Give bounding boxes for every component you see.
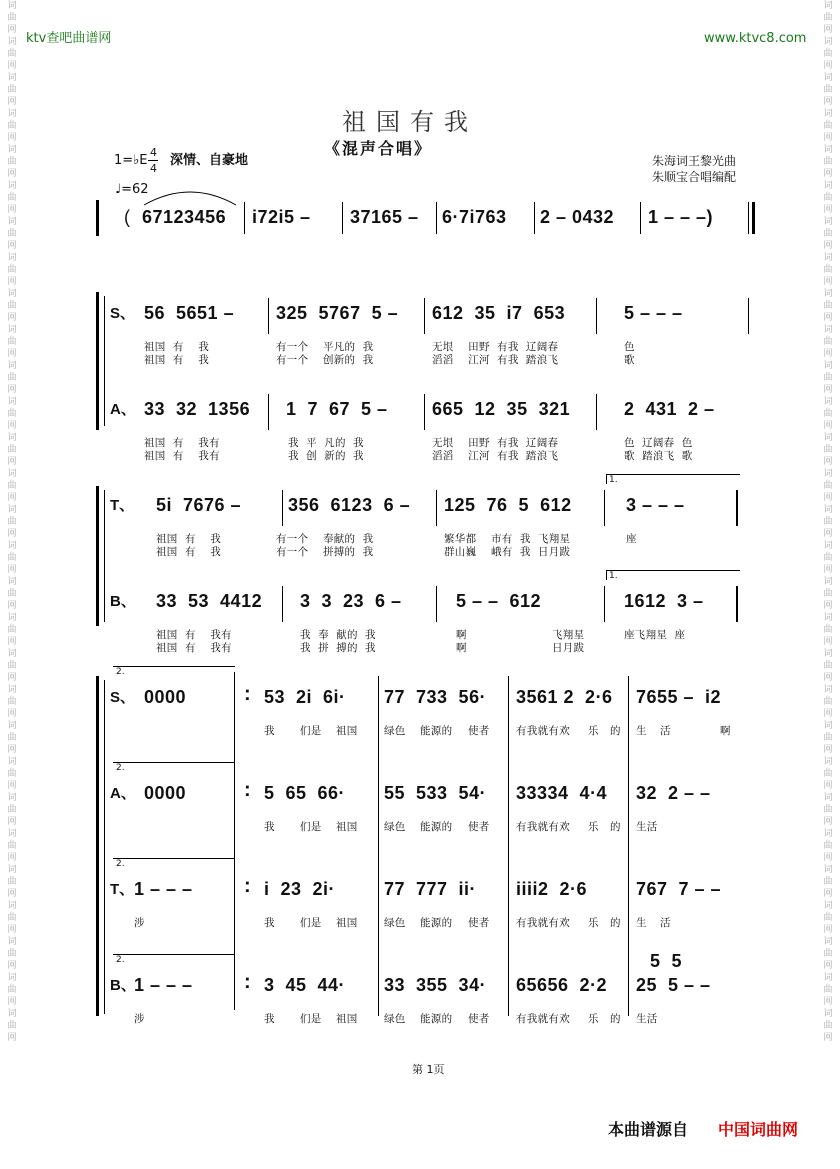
s1-measure-2: 325 5767 5 – [276,303,399,323]
a3-measure-2: 55 533 54· [384,783,487,803]
b3-measure-3: 65656 2·2 [516,975,608,995]
t3-measure-1: i 23 2i· [264,879,336,899]
barline [268,394,269,430]
t3-lyr: 有我就有欢 [516,917,570,929]
s3-measure-3: 3561 2 2·6 [516,687,613,707]
s1-measure-1: 56 5651 – [144,303,235,323]
b3-held: 1 – – – [134,975,193,995]
t3-lyr: 使者 [468,917,490,929]
system2-line [104,490,105,622]
a1-lyric1-m2: 我 平 凡的 我 [288,437,364,449]
t3-lyr: 能源的 [420,917,453,929]
b3-lyr: 的 [610,1013,621,1025]
system2-bracket [96,486,99,626]
s3-lyr: 祖国 [336,725,358,737]
barline [268,298,269,334]
t3-measure-4: 767 7 – – [636,879,722,899]
a1-lyric2-m3: 滔滔 江河 有我 踏浪飞 [432,450,559,462]
s3-lyr: 生 [636,725,647,737]
b2-lyric2-m3b: 日月跋 [552,642,585,654]
barline [604,586,605,622]
part-label-tenor: T、 [110,497,135,514]
s3-lyr: 啊 [720,725,731,737]
s3-lyr: 活 [660,725,671,737]
intro-measure-5: 2 – 0432 [540,207,615,227]
b2-lyric1-m3b: 飞翔星 [552,629,585,641]
meter-bottom: 4 [150,162,157,175]
repeat-barline [736,586,738,622]
t3-lyr: 涉 [134,917,145,929]
t3-lyr: 生 [636,917,647,929]
system3-divider [234,672,235,1010]
repeat-barline-thin [748,202,749,234]
page-number: 第 1页 [412,1063,445,1076]
source-label: 本曲谱源自 [608,1120,689,1139]
right-watermark-strip: 词曲网词曲网词曲网词曲网词曲网词曲网词曲网词曲网词曲网词曲网词曲网词曲网词曲网词曲网词曲网词曲网词曲网词曲网词曲网词曲网词曲网词曲网词曲网词曲网词曲网词曲网词曲网词曲网词曲网 [823,1,833,1043]
s1-lyric2-m4: 歌 [624,354,635,366]
intro-measure-4: 6·7i763 [442,207,507,227]
part-label-soprano: S、 [110,305,136,322]
volta-2-a: 2. [116,763,125,773]
s3-measure-1: 53 2i 6i· [264,687,346,707]
b3-measure-2: 33 355 34· [384,975,487,995]
repeat-dots: : [244,683,252,705]
a1-measure-4: 2 431 2 – [624,399,715,419]
volta-2-s: 2. [116,667,125,677]
t3-lyr: 我 [264,917,275,929]
volta-2-line [113,762,235,763]
barline [508,676,509,1016]
repeat-dots: : [244,875,252,897]
a3-lyr: 生活 [636,821,658,833]
b3-lyr: 绿色 [384,1013,406,1025]
b2-lyric2-m3: 啊 [456,642,467,654]
s3-lyr: 能源的 [420,725,453,737]
s3-measure-4: 7655 – i2 [636,687,722,707]
t2-measure-4: 3 – – – [626,495,685,515]
barline [342,202,343,234]
a3-lyr: 使者 [468,821,490,833]
b2-lyric1-m4: 座飞翔星 座 [624,629,686,641]
b3-lyr: 们是 [300,1013,322,1025]
b2-measure-4: 1612 3 – [624,591,704,611]
t3-lyr: 绿色 [384,917,406,929]
b2-measure-3: 5 – – 612 [456,591,542,611]
part-label-soprano-3: S、 [110,689,136,706]
expression-mark: 深情、自豪地 [170,153,249,168]
b3-measure-4: 25 5 – – [636,975,711,995]
barline [282,586,283,622]
t2-measure-3: 125 76 5 612 [444,495,572,515]
t2-measure-1: 5i 7676 – [156,495,242,515]
system1-line [104,296,105,426]
barline [424,298,425,334]
b3-measure-1: 3 45 44· [264,975,346,995]
b2-measure-2: 3 3 23 6 – [300,591,402,611]
t2-lyric2-m3: 群山巍 峨有 我 日月跋 [444,546,571,558]
s1-lyric1-m4: 色 [624,341,635,353]
barline [640,202,641,234]
a3-lyr: 绿色 [384,821,406,833]
t3-lyr: 乐 [588,917,599,929]
barline [534,202,535,234]
barline [378,676,379,1016]
a1-lyric1-m3: 无垠 田野 有我 辽阔春 [432,437,559,449]
barline [628,676,629,1016]
t2-lyric1-m1: 祖国 有 我 [156,533,222,545]
s3-lyr: 我 [264,725,275,737]
b2-measure-1: 33 53 4412 [156,591,263,611]
part-label-bass-3: B、 [110,977,136,994]
b3-lyr: 使者 [468,1013,490,1025]
a1-lyric2-m4: 歌 踏浪飞 歌 [624,450,693,462]
s1-lyric2-m2: 有一个 创新的 我 [276,354,374,366]
barline [596,394,597,430]
b3-lyr: 涉 [134,1013,145,1025]
part-label-bass: B、 [110,593,136,610]
a1-measure-2: 1 7 67 5 – [286,399,388,419]
b3-lyr: 有我就有欢 [516,1013,570,1025]
barline [436,490,437,526]
barline [748,298,749,334]
t3-held: 1 – – – [134,879,193,899]
s3-measure-2: 77 733 56· [384,687,487,707]
b3-upper-notes: 5 5 [650,951,683,971]
repeat-barline [736,490,738,526]
credit-composer: 朱海词王黎光曲 [652,154,737,168]
volta-1-label-bass: 1. [609,571,618,581]
barline [282,490,283,526]
credit-arranger: 朱顺宝合唱编配 [652,170,737,184]
t3-measure-2: 77 777 ii· [384,879,477,899]
intro-measure-6: 1 – – –) [648,207,714,227]
a3-lyr: 们是 [300,821,322,833]
s1-measure-3: 612 35 i7 653 [432,303,566,323]
intro-measure-3: 37165 – [350,207,419,227]
s1-lyric2-m3: 滔滔 江河 有我 踏浪飞 [432,354,559,366]
b2-lyric1-m3: 啊 [456,629,467,641]
a1-measure-3: 665 12 35 321 [432,399,571,419]
b3-lyr: 能源的 [420,1013,453,1025]
system3-line [104,680,105,1014]
s3-lyr: 使者 [468,725,490,737]
barline [436,586,437,622]
a3-rest: 0000 [144,783,187,803]
b3-lyr: 生活 [636,1013,658,1025]
intro-slur [140,185,240,209]
system3-bracket [96,676,99,1016]
source-site-link[interactable]: 中国词曲网 [718,1120,799,1139]
s3-lyr: 乐 [588,725,599,737]
barline [436,202,437,234]
volta-1-line [606,474,740,475]
system1-bracket [96,292,99,430]
t2-lyric2-m1: 祖国 有 我 [156,546,222,558]
meter-top: 4 [150,146,157,159]
left-watermark-strip: 词曲网词曲网词曲网词曲网词曲网词曲网词曲网词曲网词曲网词曲网词曲网词曲网词曲网词曲网词曲网词曲网词曲网词曲网词曲网词曲网词曲网词曲网词曲网词曲网词曲网词曲网词曲网词曲网词曲网 [7,1,17,1043]
s1-lyric1-m2: 有一个 平凡的 我 [276,341,374,353]
a3-measure-3: 33334 4·4 [516,783,608,803]
song-subtitle: 《混声合唱》 [324,139,433,158]
s1-lyric1-m3: 无垠 田野 有我 辽阔春 [432,341,559,353]
s1-measure-4: 5 – – – [624,303,683,323]
part-label-tenor-3: T、 [110,881,135,898]
volta-1-line-bass [606,570,740,571]
barline [604,490,605,526]
intro-bracket [96,200,99,236]
header-right-url[interactable]: www.ktvc8.com [704,31,807,46]
a3-measure-1: 5 65 66· [264,783,346,803]
meter-line [148,160,158,161]
t3-lyr: 们是 [300,917,322,929]
repeat-dots: : [244,779,252,801]
b2-lyric1-m1: 祖国 有 我有 [156,629,232,641]
volta-1-hook-bass [606,570,607,580]
header-left-site[interactable]: ktv查吧曲谱网 [26,31,112,46]
barline [596,298,597,334]
t2-measure-2: 356 6123 6 – [288,495,411,515]
b2-lyric2-m1: 祖国 有 我有 [156,642,232,654]
repeat-barline-thick [752,202,755,234]
barline [424,394,425,430]
t2-lyric1-m2: 有一个 奉献的 我 [276,533,374,545]
s3-lyr: 的 [610,725,621,737]
a1-measure-1: 33 32 1356 [144,399,251,419]
s3-rest: 0000 [144,687,187,707]
b3-lyr: 我 [264,1013,275,1025]
a1-lyric2-m1: 祖国 有 我有 [144,450,220,462]
t2-lyric2-m2: 有一个 拼搏的 我 [276,546,374,558]
t3-lyr: 祖国 [336,917,358,929]
volta-2-b: 2. [116,955,125,965]
intro-paren: ( [124,207,131,227]
song-title: 祖国有我 [342,108,478,136]
a3-lyr: 我 [264,821,275,833]
b2-lyric1-m2: 我 奉 献的 我 [300,629,376,641]
s3-lyr: 有我就有欢 [516,725,570,737]
b2-lyric2-m2: 我 拼 搏的 我 [300,642,376,654]
barline [244,202,245,234]
b3-lyr: 乐 [588,1013,599,1025]
t3-measure-3: iiii2 2·6 [516,879,588,899]
key-signature: 1=♭E [114,153,148,168]
a1-lyric2-m2: 我 创 新的 我 [288,450,364,462]
s1-lyric1-m1: 祖国 有 我 [144,341,210,353]
t3-lyr: 活 [660,917,671,929]
volta-1-label: 1. [609,475,618,485]
a3-lyr: 祖国 [336,821,358,833]
volta-2-t: 2. [116,859,125,869]
b3-lyr: 祖国 [336,1013,358,1025]
intro-measure-1: 67123456 [142,207,227,227]
volta-1-hook [606,474,607,484]
a1-lyric1-m1: 祖国 有 我有 [144,437,220,449]
t2-lyric1-m3: 繁华都 市有 我 飞翔星 [444,533,571,545]
volta-2-line [113,666,235,667]
s1-lyric2-m1: 祖国 有 我 [144,354,210,366]
t3-lyr: 的 [610,917,621,929]
a3-lyr: 的 [610,821,621,833]
s3-lyr: 们是 [300,725,322,737]
s3-lyr: 绿色 [384,725,406,737]
a3-lyr: 乐 [588,821,599,833]
a3-measure-4: 32 2 – – [636,783,711,803]
a3-lyr: 有我就有欢 [516,821,570,833]
a3-lyr: 能源的 [420,821,453,833]
volta-2-line [113,954,235,955]
part-label-alto-3: A、 [110,785,136,802]
tempo-mark: ♩=62 [115,182,149,197]
part-label-alto: A、 [110,401,136,418]
intro-measure-2: i72i5 – [252,207,311,227]
a1-lyric1-m4: 色 辽阔春 色 [624,437,693,449]
t2-lyric1-m4: 座 [626,533,637,545]
repeat-dots: : [244,971,252,993]
volta-2-line [113,858,235,859]
